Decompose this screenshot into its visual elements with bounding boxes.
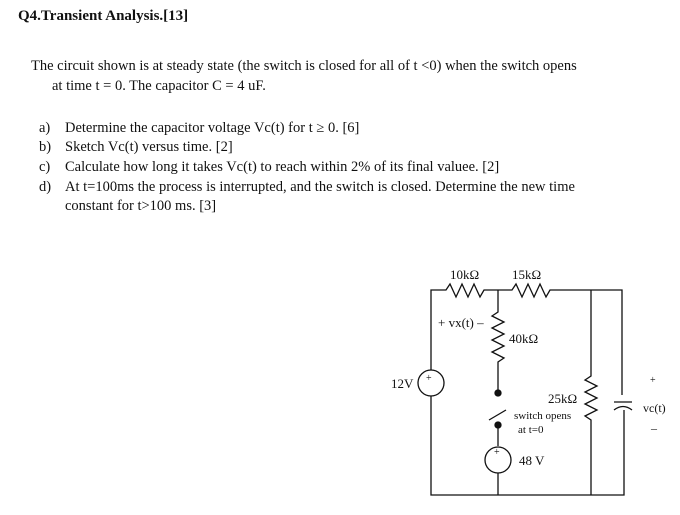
question-title: Q4.Transient Analysis.[13]	[18, 8, 189, 24]
label-r1: 10kΩ	[450, 267, 480, 282]
switch-node-top	[495, 390, 501, 396]
question-text: At t=100ms the process is interrupted, and the switch is closed. Determine the new time	[65, 179, 575, 195]
switch-blade	[489, 410, 506, 420]
question-text-continued: constant for t>100 ms. [3]	[65, 198, 217, 214]
plus-12v: +	[426, 373, 432, 384]
intro-line-1: The circuit shown is at steady state (the switch is closed for all of t <0) when the switch opens	[31, 58, 577, 74]
question-label: c)	[39, 159, 51, 175]
middle-resistor-40k	[492, 290, 504, 390]
plus-vc: +	[650, 375, 656, 386]
label-switch-2: at t=0	[518, 424, 544, 436]
question-label: a)	[39, 120, 51, 136]
question-text: Calculate how long it takes Vc(t) to reach within 2% of its final valuee. [2]	[65, 159, 500, 175]
label-vc: vc(t)	[643, 401, 666, 415]
question-label: b)	[39, 139, 52, 155]
label-r2: 15kΩ	[512, 267, 542, 282]
switch-node-bottom	[495, 422, 501, 428]
question-text: Determine the capacitor voltage Vc(t) for t ≥ 0. [6]	[65, 120, 360, 136]
label-48v: 48 V	[519, 453, 545, 468]
resistor-25k	[585, 372, 597, 495]
plus-48v: +	[494, 447, 500, 458]
label-r4: 25kΩ	[548, 391, 578, 406]
label-switch-1: switch opens	[514, 410, 572, 422]
question-label: d)	[39, 179, 52, 195]
label-r3: 40kΩ	[509, 331, 539, 346]
label-12v: 12V	[391, 376, 414, 391]
intro-line-2: at time t = 0. The capacitor C = 4 uF.	[52, 78, 266, 94]
label-vx: + vx(t) –	[438, 315, 484, 330]
minus-vc: –	[651, 421, 657, 435]
question-text: Sketch Vc(t) versus time. [2]	[65, 139, 233, 155]
capacitor-plate-bottom	[614, 407, 632, 411]
